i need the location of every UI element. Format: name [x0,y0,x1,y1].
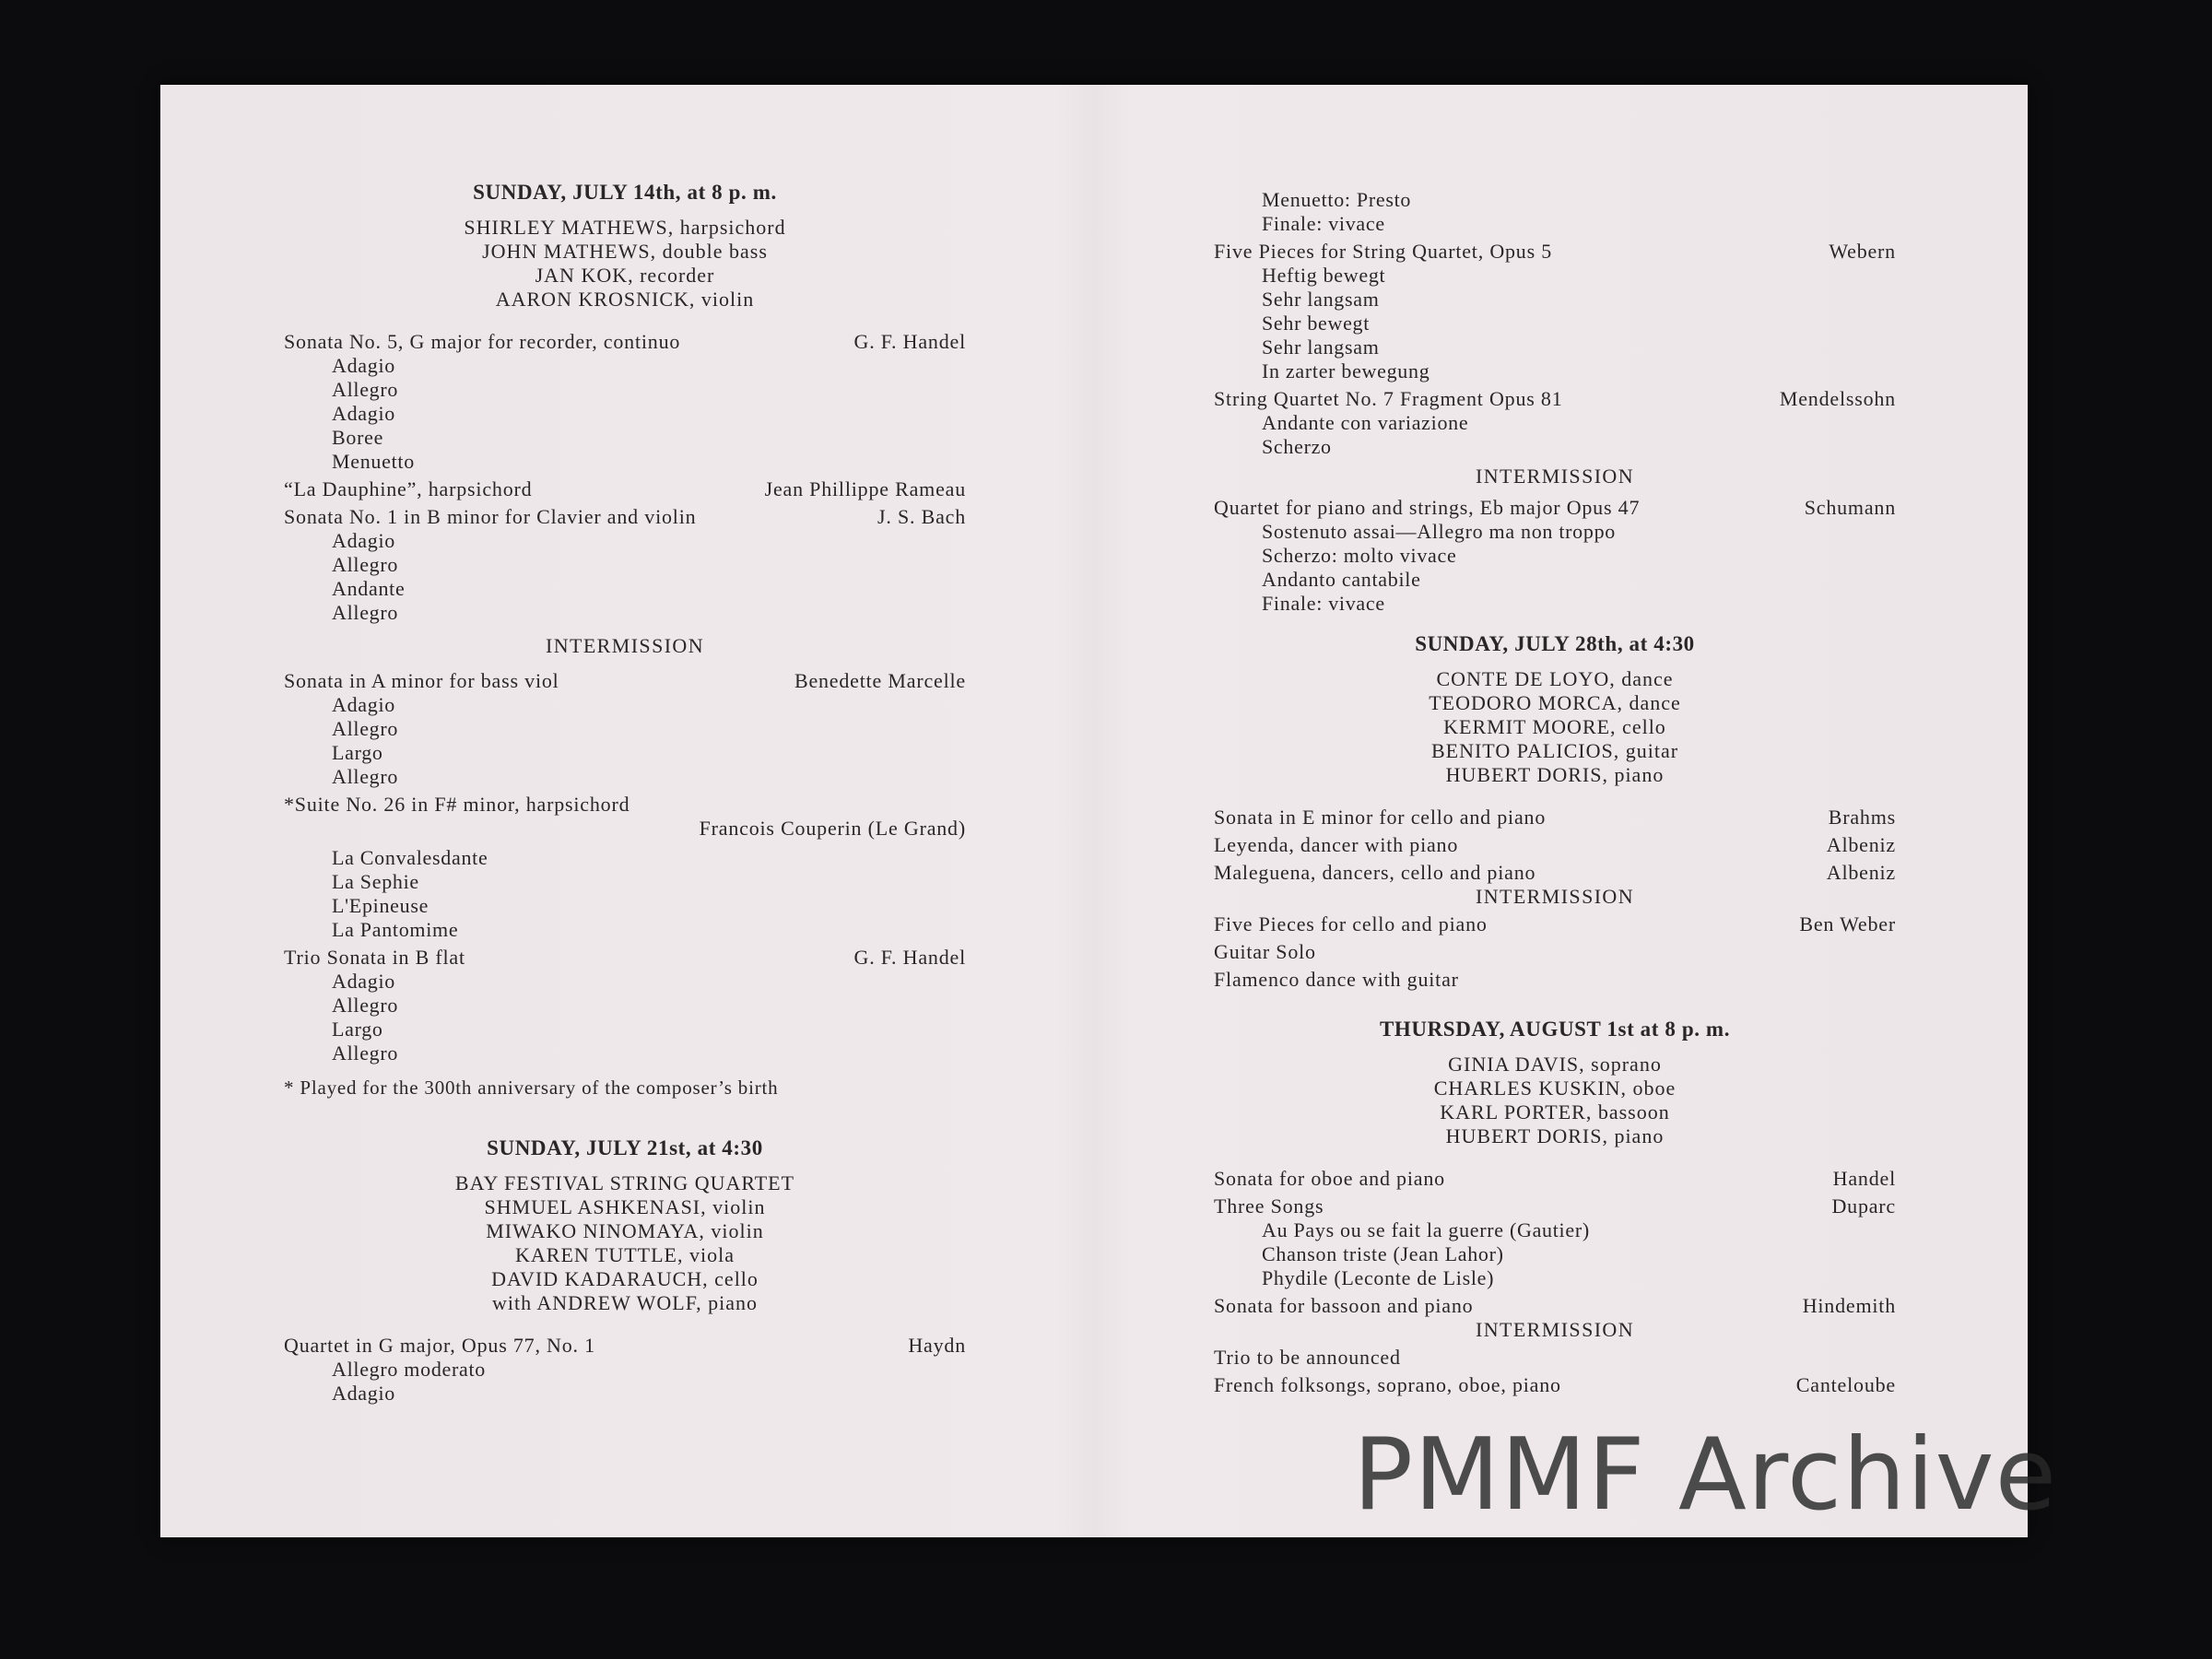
performer: JOHN MATHEWS, double bass [482,240,768,263]
work [1214,496,1896,520]
work [1214,968,1896,992]
composer: Ben Weber [1799,912,1896,935]
movement: La Sephie [332,870,419,893]
work [284,793,966,817]
work [1214,940,1896,964]
work [1214,861,1896,885]
performer: SHMUEL ASHKENASI, violin [484,1195,766,1218]
movement: Adagio [332,693,395,716]
intermission: INTERMISSION [1475,465,1635,488]
movement: Allegro [332,765,399,788]
composer: Handel [1832,1167,1896,1190]
archive-watermark: PMMF Archive [1353,1418,2058,1533]
intermission: INTERMISSION [1475,885,1635,908]
work [284,669,966,693]
work-title: Flamenco dance with guitar [1214,968,1459,991]
composer: Schumann [1804,496,1896,519]
movement: Allegro moderato [332,1358,486,1381]
work-title: Quartet in G major, Opus 77, No. 1 [284,1334,595,1357]
movement: Allegro [332,1041,399,1065]
work-title: “La Dauphine”, harpsichord [284,477,533,500]
work-title: Quartet for piano and strings, Eb major Opus 47 [1214,496,1641,519]
performer: TEODORO MORCA, dance [1429,691,1681,714]
work-title: Guitar Solo [1214,940,1316,963]
composer: Jean Phillippe Rameau [764,477,966,500]
performer: BENITO PALICIOS, guitar [1430,739,1679,762]
work-title: Sonata No. 5, G major for recorder, continuo [284,330,681,353]
work [1214,806,1896,830]
work-title: Sonata in E minor for cello and piano [1214,806,1547,829]
work-title: Five Pieces for String Quartet, Opus 5 [1214,240,1553,263]
work [1214,387,1896,411]
intermission: INTERMISSION [545,634,705,657]
composer: Haydn [908,1334,966,1357]
work [1214,240,1896,264]
right-page [1214,188,1896,1397]
movement: Heftig bewegt [1262,264,1386,287]
work [1214,833,1896,857]
movement: Largo [332,741,383,764]
performer: CHARLES KUSKIN, oboe [1433,1077,1677,1100]
movement: Allegro [332,378,399,401]
movement: Finale: vivace [1262,592,1385,615]
movement: Andanto cantabile [1262,568,1421,591]
movement: Adagio [332,402,395,425]
movement: Finale: vivace [1262,212,1385,235]
work-title: Sonata for oboe and piano [1214,1167,1445,1190]
work-title: French folksongs, soprano, oboe, piano [1214,1373,1561,1396]
performer: DAVID KADARAUCH, cello [491,1267,759,1290]
composer: G. F. Handel [853,946,966,969]
composer: Webern [1829,240,1896,263]
movement: Allegro [332,717,399,740]
movement: L'Epineuse [332,894,429,917]
work-title: Sonata No. 1 in B minor for Clavier and violin [284,505,697,528]
movement: Phydile (Leconte de Lisle) [1262,1266,1495,1289]
work-title: String Quartet No. 7 Fragment Opus 81 [1214,387,1563,410]
work-title: Maleguena, dancers, cello and piano [1214,861,1536,884]
composer: Francois Couperin (Le Grand) [699,817,966,840]
performer: KARL PORTER, bassoon [1440,1100,1670,1124]
work-title: Five Pieces for cello and piano [1214,912,1488,935]
work [284,946,966,970]
left-page [284,181,966,1406]
movement: Sostenuto assai—Allegro ma non troppo [1262,520,1616,543]
movement: Sehr bewegt [1262,312,1371,335]
work-title: *Suite No. 26 in F# minor, harpsichord [284,793,630,816]
composer: G. F. Handel [853,330,966,353]
movement: Adagio [332,529,395,552]
work-title: Trio Sonata in B flat [284,946,465,969]
work-title: Leyenda, dancer with piano [1214,833,1459,856]
movement: Sehr langsam [1262,288,1380,311]
movement: Largo [332,1018,383,1041]
concert-heading: SUNDAY, JULY 21st, at 4:30 [487,1136,763,1159]
work [284,330,966,354]
movement: Chanson triste (Jean Lahor) [1262,1242,1504,1265]
work-title: Sonata for bassoon and piano [1214,1294,1474,1317]
program-sheet [160,85,2028,1537]
work [1214,1373,1896,1397]
composer: Duparc [1831,1194,1896,1218]
movement: Adagio [332,1382,395,1405]
movement: La Convalesdante [332,846,488,869]
work [1214,1294,1896,1318]
performer: with ANDREW WOLF, piano [491,1291,759,1314]
movement: Scherzo: molto vivace [1262,544,1457,567]
performer: BAY FESTIVAL STRING QUARTET [454,1171,795,1194]
performer: SHIRLEY MATHEWS, harpsichord [464,216,786,239]
composer: Mendelssohn [1779,387,1896,410]
movement: In zarter bewegung [1262,359,1430,382]
movement: Allegro [332,553,399,576]
performer: HUBERT DORIS, piano [1445,1124,1665,1147]
performer: KERMIT MOORE, cello [1443,715,1666,738]
footnote: * Played for the 300th anniversary of the composer’s birth [284,1077,779,1099]
work [1214,912,1896,936]
movement: La Pantomime [332,918,459,941]
movement: Adagio [332,354,395,377]
movement: Allegro [332,994,399,1017]
concert-heading: SUNDAY, JULY 14th, at 8 p. m. [473,181,777,204]
composer: Canteloube [1795,1373,1896,1396]
composer: Benedette Marcelle [794,669,966,692]
work-title: Sonata in A minor for bass viol [284,669,559,692]
work [284,477,966,501]
work-title: Trio to be announced [1214,1346,1401,1369]
movement: Allegro [332,601,399,624]
performer: CONTE DE LOYO, dance [1436,667,1674,690]
movement: Andante [332,577,406,600]
performer: HUBERT DORIS, piano [1445,763,1665,786]
composer: J. S. Bach [877,505,966,528]
performer: AARON KROSNICK, violin [495,288,755,311]
movement: Boree [332,426,384,449]
composer: Hindemith [1802,1294,1896,1317]
movement: Sehr langsam [1262,335,1380,359]
concert-heading: SUNDAY, JULY 28th, at 4:30 [1415,632,1695,655]
performer: GINIA DAVIS, soprano [1448,1053,1662,1076]
movement: Scherzo [1262,435,1332,458]
work [1214,1167,1896,1191]
composer: Brahms [1828,806,1896,829]
performer: MIWAKO NINOMAYA, violin [486,1219,764,1242]
concert-heading: THURSDAY, AUGUST 1st at 8 p. m. [1379,1018,1731,1041]
work-title: Three Songs [1214,1194,1324,1218]
movement: Au Pays ou se fait la guerre (Gautier) [1262,1218,1590,1241]
work [284,1334,966,1358]
movement: Menuetto: Presto [1262,188,1412,211]
movement: Menuetto [332,450,415,473]
composer: Albeniz [1826,861,1896,884]
work [1214,1346,1896,1370]
intermission: INTERMISSION [1475,1318,1635,1341]
performer: KAREN TUTTLE, viola [515,1243,735,1266]
movement: Adagio [332,970,395,993]
movement: Andante con variazione [1262,411,1469,434]
composer: Albeniz [1826,833,1896,856]
work [1214,1194,1896,1218]
performer: JAN KOK, recorder [535,264,715,287]
work [284,505,966,529]
